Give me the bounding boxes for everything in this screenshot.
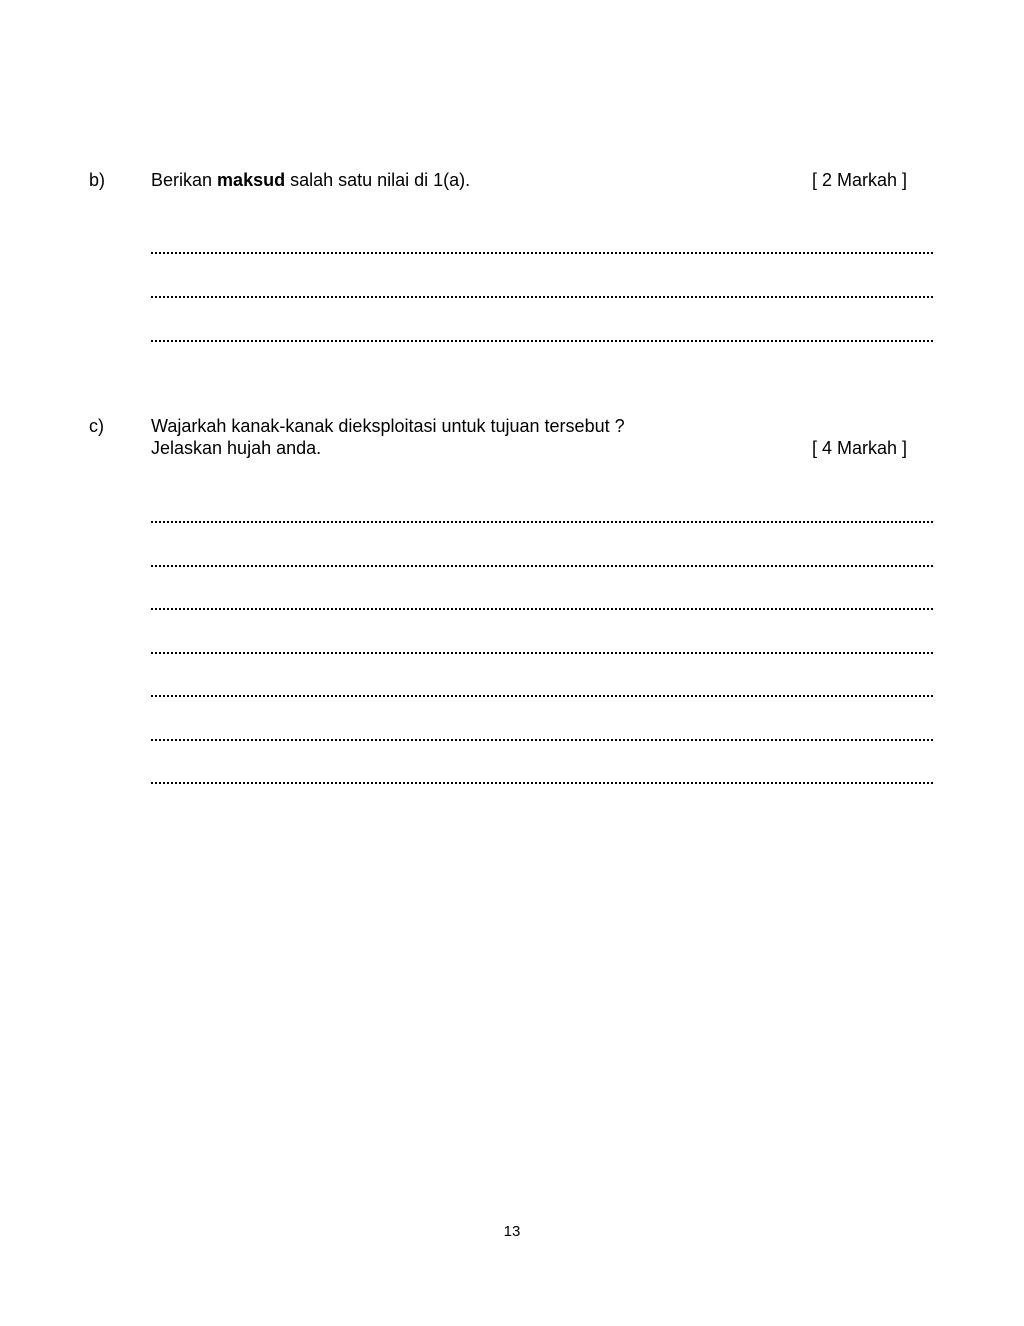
- page-number: 13: [503, 1223, 521, 1240]
- question-b-text: [151, 169, 470, 191]
- answer-line[interactable]: [151, 521, 933, 523]
- answer-line[interactable]: [151, 296, 933, 298]
- question-c-label: c): [89, 416, 104, 436]
- answer-line[interactable]: [151, 340, 933, 342]
- answer-line[interactable]: [151, 565, 933, 567]
- question-b-label: b): [89, 170, 106, 190]
- answer-line[interactable]: [151, 608, 933, 610]
- question-c-line2: Jelaskan hujah anda.: [151, 438, 322, 458]
- question-c-marks: [ 4 Markah ]: [812, 438, 908, 458]
- question-b-text-bold: maksud: [217, 170, 286, 190]
- answer-line[interactable]: [151, 652, 933, 654]
- answer-line[interactable]: [151, 252, 933, 254]
- question-b-text-after: salah satu nilai di 1(a).: [285, 170, 471, 190]
- answer-line[interactable]: [151, 739, 933, 741]
- question-b-marks: [ 2 Markah ]: [812, 170, 908, 190]
- question-b-text-before: Berikan: [151, 170, 218, 190]
- answer-line[interactable]: [151, 782, 933, 784]
- answer-line[interactable]: [151, 695, 933, 697]
- question-c-line1: Wajarkah kanak-kanak dieksploitasi untuk tujuan tersebut ?: [151, 416, 625, 436]
